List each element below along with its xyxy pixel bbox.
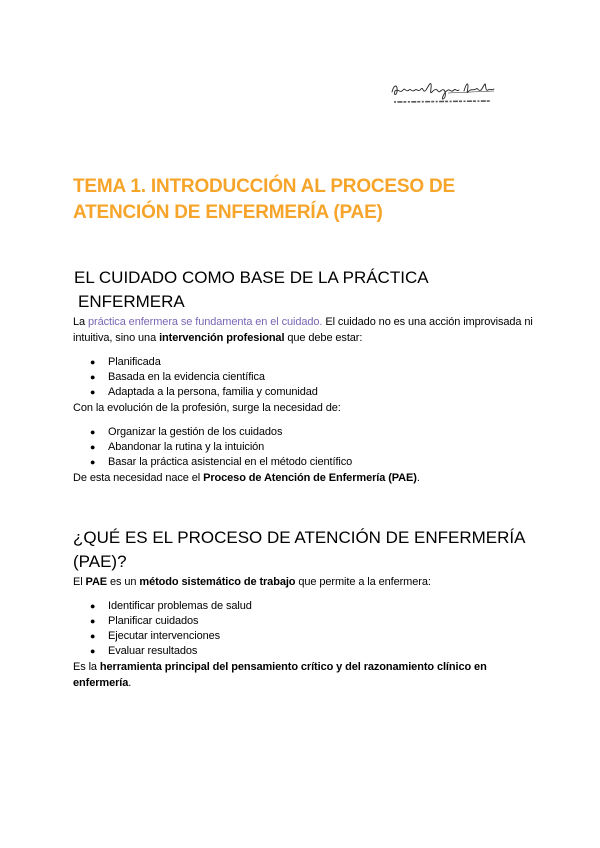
document-title: TEMA 1. INTRODUCCIÓN AL PROCESO DE ATENCIÓN DE ENFERMERÍA (PAE)	[73, 176, 456, 223]
section-heading-pae: ¿QUÉ ES EL PROCESO DE ATENCIÓN DE ENFERMERÍA (PAE)?	[73, 528, 525, 571]
list-item: ● Planificada	[90, 356, 161, 368]
list-item: ● Adaptada a la persona, familia y comunidad	[90, 386, 318, 398]
pae-functions-list	[73, 599, 533, 659]
bullet-icon: ●	[90, 372, 96, 382]
care-requirements-list	[73, 355, 533, 400]
list-item: ● Evaluar resultados	[90, 645, 198, 657]
bold-phrase: herramienta principal del pensamiento crítico y del razonamiento clínico en enfermería	[73, 661, 487, 689]
list-item: ● Organizar la gestión de los cuidados	[90, 426, 283, 438]
list-item: ● Basar la práctica asistencial en el método científico	[90, 456, 353, 468]
list-item: ● Abandonar la rutina y la intuición	[90, 441, 265, 453]
section-heading-cuidado: EL CUIDADO COMO BASE DE LA PRÁCTICA ENFERMERA	[74, 268, 428, 311]
bold-phrase: Proceso de Atención de Enfermería (PAE)	[203, 472, 417, 484]
list-item: ● Identificar problemas de salud	[90, 600, 252, 612]
bullet-icon: ●	[90, 427, 96, 437]
bullet-icon: ●	[90, 601, 96, 611]
bullet-icon: ●	[90, 631, 96, 641]
document-content	[73, 174, 533, 691]
bold-phrase: método sistemático de trabajo	[139, 576, 296, 588]
bold-phrase: intervención profesional	[159, 332, 285, 344]
bold-phrase: PAE	[85, 576, 108, 588]
list-item: ● Planificar cuidados	[90, 615, 199, 627]
intro-paragraph: La práctica enfermera se fundamenta en el cuidado. El cuidado no es una acción improvisada ni intuitiva, sino una intervención profesional que debe estar:	[73, 316, 533, 344]
tool-paragraph: Es la herramienta principal del pensamiento crítico y del razonamiento clínico en enfermería.	[73, 661, 487, 689]
list-item: ● Basada en la evidencia científica	[90, 371, 265, 383]
evolution-paragraph: Con la evolución de la profesión, surge la necesidad de:	[73, 402, 341, 414]
origin-paragraph: De esta necesidad nace el Proceso de Atención de Enfermería (PAE).	[73, 472, 420, 484]
handwritten-signature	[388, 78, 498, 108]
bullet-icon: ●	[90, 646, 96, 656]
bullet-icon: ●	[90, 616, 96, 626]
bullet-icon: ●	[90, 357, 96, 367]
bullet-icon: ●	[90, 387, 96, 397]
bullet-icon: ●	[90, 442, 96, 452]
signature-graphic	[388, 78, 498, 108]
bullet-icon: ●	[90, 457, 96, 467]
definition-paragraph: El PAE es un método sistemático de trabajo que permite a la enfermera:	[73, 576, 431, 588]
highlighted-phrase: práctica enfermera se fundamenta en el cuidado.	[88, 316, 323, 328]
needs-list	[73, 425, 533, 470]
list-item: ● Ejecutar intervenciones	[90, 630, 221, 642]
